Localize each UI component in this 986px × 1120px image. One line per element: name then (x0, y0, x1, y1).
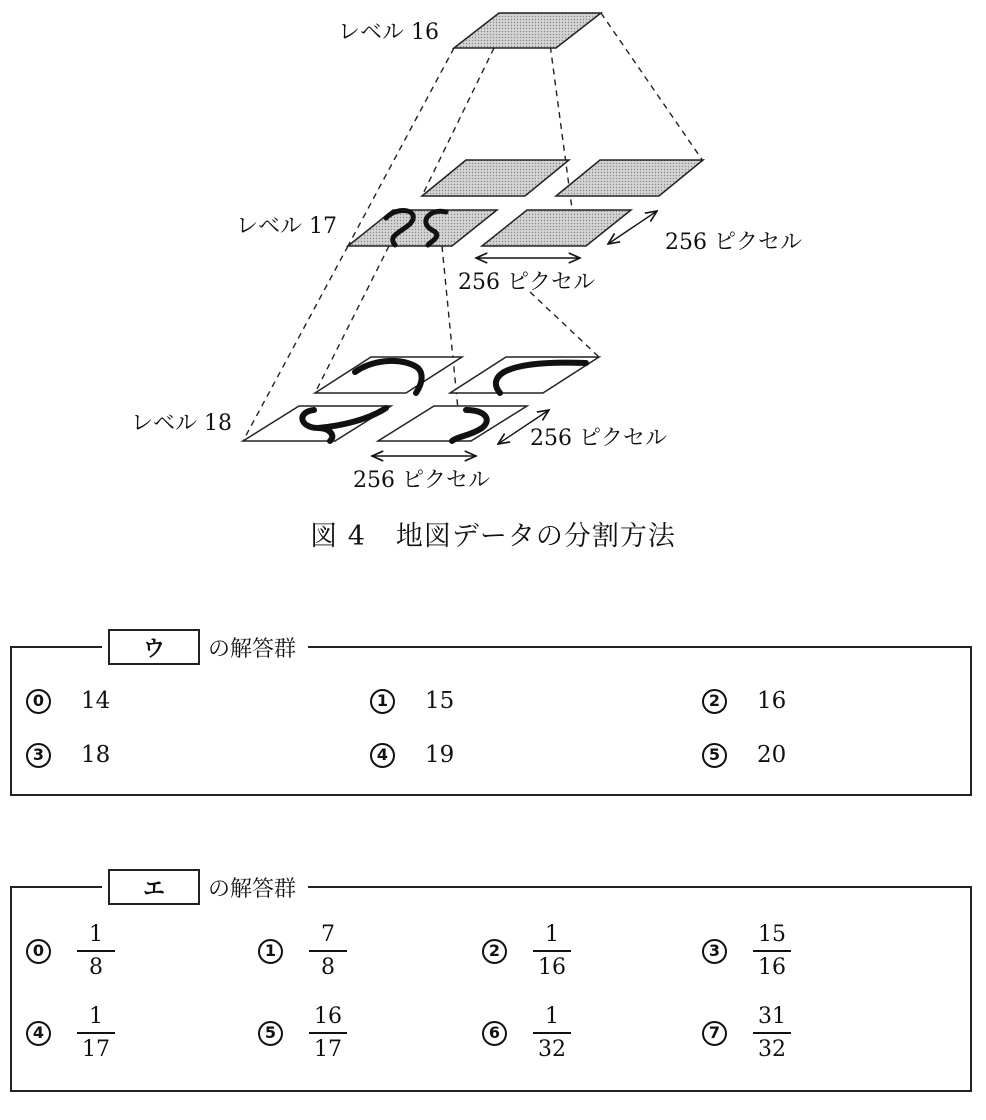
fraction (753, 1006, 791, 1061)
option-mark: 1 (370, 689, 395, 714)
numerator: 1 (89, 922, 103, 947)
label-level18: レベル 18 (131, 411, 232, 436)
option-mark: 4 (26, 1021, 51, 1046)
answer-group-header (102, 867, 308, 907)
option-u-5[interactable] (702, 742, 786, 768)
option-e-3[interactable] (702, 924, 791, 979)
denominator: 32 (538, 1036, 566, 1062)
label-256px-level18-depth: 256 ピクセル (530, 426, 667, 451)
option-mark: 7 (702, 1021, 727, 1046)
tile-level17-back-left (422, 160, 569, 196)
numerator: 1 (545, 1004, 559, 1029)
figure-caption (0, 523, 986, 550)
denominator: 16 (538, 954, 566, 980)
caption-text: 地図データの分割方法 (395, 521, 676, 552)
fraction (309, 924, 347, 979)
denominator: 32 (758, 1036, 786, 1062)
answer-group-e (10, 876, 972, 1092)
option-value: 14 (81, 688, 111, 714)
option-mark: 2 (702, 689, 727, 714)
label-256px-level17-depth: 256 ピクセル (665, 230, 802, 255)
denominator: 8 (89, 954, 103, 980)
option-e-7[interactable] (702, 1006, 791, 1061)
option-e-0[interactable] (26, 924, 115, 979)
option-mark: 0 (26, 689, 51, 714)
fraction (533, 1006, 571, 1061)
label-256px-level17-width: 256 ピクセル (458, 270, 595, 295)
fraction (753, 924, 791, 979)
answer-group-header (102, 627, 308, 667)
option-value: 19 (425, 742, 455, 768)
answer-group-u (10, 636, 972, 796)
fraction (77, 924, 115, 979)
option-mark: 6 (482, 1021, 507, 1046)
tile-level16-shape (454, 13, 601, 48)
option-value: 16 (757, 688, 787, 714)
label-level17: レベル 17 (236, 214, 337, 239)
fraction (309, 1006, 347, 1061)
option-value: 20 (757, 742, 787, 768)
denominator: 17 (82, 1036, 110, 1062)
tile-level17-front-left (348, 210, 497, 246)
label-256px-level18-width: 256 ピクセル (353, 468, 490, 493)
numerator: 7 (321, 922, 335, 947)
denominator: 16 (758, 954, 786, 980)
option-mark: 3 (26, 743, 51, 768)
option-mark: 2 (482, 939, 507, 964)
option-mark: 4 (370, 743, 395, 768)
numerator: 1 (89, 1004, 103, 1029)
option-value: 18 (81, 742, 111, 768)
option-e-6[interactable] (482, 1006, 571, 1061)
tile-level18-front-right (378, 406, 527, 441)
option-mark: 5 (258, 1021, 283, 1046)
option-mark: 1 (258, 939, 283, 964)
denominator: 8 (321, 954, 335, 980)
denominator: 17 (314, 1036, 342, 1062)
numerator: 1 (545, 922, 559, 947)
option-value: 15 (425, 688, 455, 714)
option-e-4[interactable] (26, 1006, 115, 1061)
tile-level17-front-right (482, 210, 631, 246)
option-u-1[interactable] (370, 688, 454, 714)
option-e-5[interactable] (258, 1006, 347, 1061)
fraction (77, 1006, 115, 1061)
blank-label: エ (108, 869, 200, 905)
blank-label: ウ (108, 629, 200, 665)
option-u-2[interactable] (702, 688, 786, 714)
answer-group-title: の解答群 (208, 876, 297, 902)
numerator: 31 (758, 1004, 786, 1029)
answer-group-title: の解答群 (208, 636, 297, 662)
option-mark: 3 (702, 939, 727, 964)
option-mark: 0 (26, 939, 51, 964)
tile-level17-back-right (556, 160, 703, 196)
numerator: 15 (758, 922, 786, 947)
option-u-0[interactable] (26, 688, 110, 714)
tile-level18-front-left (243, 406, 391, 441)
caption-number: 図 4 (310, 521, 366, 552)
label-level16: レベル 16 (338, 20, 439, 45)
option-e-1[interactable] (258, 924, 347, 979)
numerator: 16 (314, 1004, 342, 1029)
option-mark: 5 (702, 743, 727, 768)
option-e-2[interactable] (482, 924, 571, 979)
option-u-3[interactable] (26, 742, 110, 768)
option-u-4[interactable] (370, 742, 454, 768)
fraction (533, 924, 571, 979)
